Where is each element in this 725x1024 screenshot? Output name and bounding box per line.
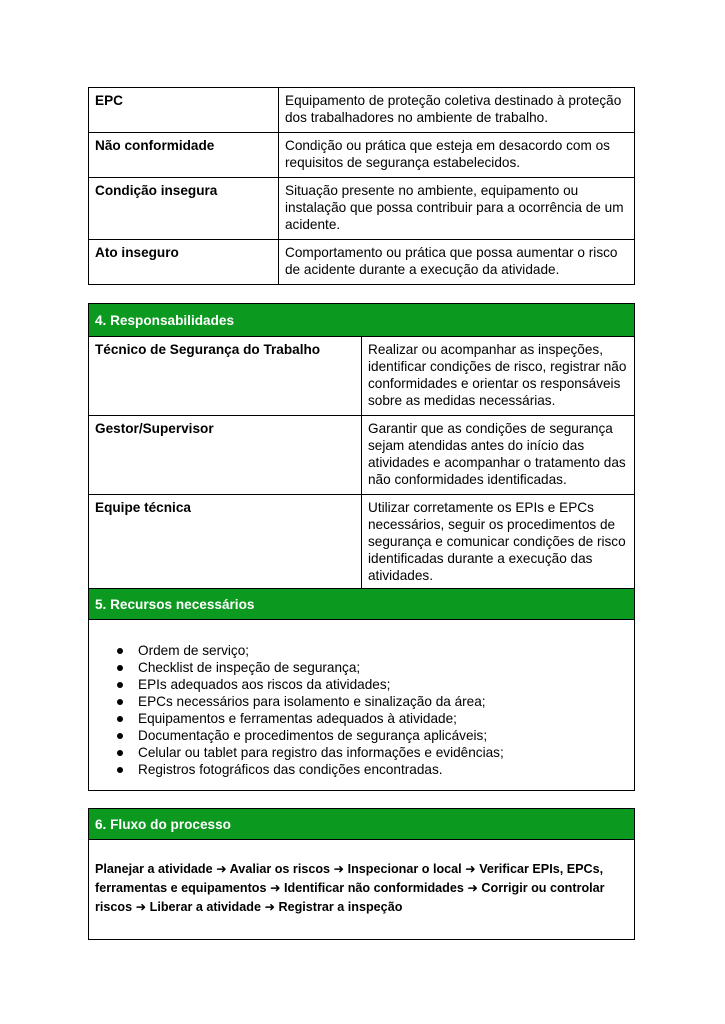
definitions-table bbox=[88, 87, 635, 285]
description-cell: Utilizar corretamente os EPIs e EPCs necessários, seguir os procedimentos de segurança e comunicar condições de risco identificadas durante a execução das atividades. bbox=[362, 495, 635, 591]
term-cell: Condição insegura bbox=[89, 178, 279, 240]
list-item: Equipamentos e ferramentas adequados à atividade; bbox=[138, 710, 634, 727]
table-row bbox=[89, 240, 635, 285]
resources-list bbox=[89, 620, 634, 790]
table-row bbox=[89, 416, 635, 495]
term-cell: Não conformidade bbox=[89, 133, 279, 178]
section-title: 6. Fluxo do processo bbox=[89, 809, 634, 840]
table-row bbox=[89, 337, 635, 416]
section-title: 4. Responsabilidades bbox=[89, 304, 635, 337]
section-title: 5. Recursos necessários bbox=[89, 589, 634, 620]
role-cell: Gestor/Supervisor bbox=[89, 416, 362, 495]
description-cell: Garantir que as condições de segurança sejam atendidas antes do início das atividades e acompanhar o tratamento das não conformidades identificadas. bbox=[362, 416, 635, 495]
description-cell: Situação presente no ambiente, equipamento ou instalação que possa contribuir para a ocorrência de um acidente. bbox=[279, 178, 635, 240]
table-row bbox=[89, 133, 635, 178]
process-flow-text: Planejar a atividade ➜ Avaliar os riscos ➜ Inspecionar o local ➜ Verificar EPIs, EPCs, ferramentas e equipamentos ➜ Identificar não conformidades ➜ Corrigir ou controlar riscos ➜ Liberar a atividade ➜ Registrar a inspeção bbox=[95, 862, 605, 914]
resources-section bbox=[88, 588, 635, 791]
list-item: Checklist de inspeção de segurança; bbox=[138, 659, 634, 676]
list-item: EPCs necessários para isolamento e sinalização da área; bbox=[138, 693, 634, 710]
role-cell: Equipe técnica bbox=[89, 495, 362, 591]
role-cell: Técnico de Segurança do Trabalho bbox=[89, 337, 362, 416]
list-item: Documentação e procedimentos de segurança aplicáveis; bbox=[138, 727, 634, 744]
list-item: Ordem de serviço; bbox=[138, 642, 634, 659]
process-flow-section bbox=[88, 808, 635, 940]
description-cell: Realizar ou acompanhar as inspeções, identificar condições de risco, registrar não conformidades e orientar os responsáveis sobre as medidas necessárias. bbox=[362, 337, 635, 416]
table-row bbox=[89, 88, 635, 133]
list-item: Celular ou tablet para registro das informações e evidências; bbox=[138, 744, 634, 761]
list-item: Registros fotográficos das condições encontradas. bbox=[138, 761, 634, 778]
table-row bbox=[89, 495, 635, 591]
section-header-row bbox=[89, 304, 635, 337]
description-cell: Condição ou prática que esteja em desacordo com os requisitos de segurança estabelecidos. bbox=[279, 133, 635, 178]
description-cell: Comportamento ou prática que possa aumentar o risco de acidente durante a execução da atividade. bbox=[279, 240, 635, 285]
list-item: EPIs adequados aos riscos da atividades; bbox=[138, 676, 634, 693]
term-cell: EPC bbox=[89, 88, 279, 133]
responsibilities-table bbox=[88, 303, 635, 591]
table-row bbox=[89, 178, 635, 240]
term-cell: Ato inseguro bbox=[89, 240, 279, 285]
description-cell: Equipamento de proteção coletiva destinado à proteção dos trabalhadores no ambiente de trabalho. bbox=[279, 88, 635, 133]
